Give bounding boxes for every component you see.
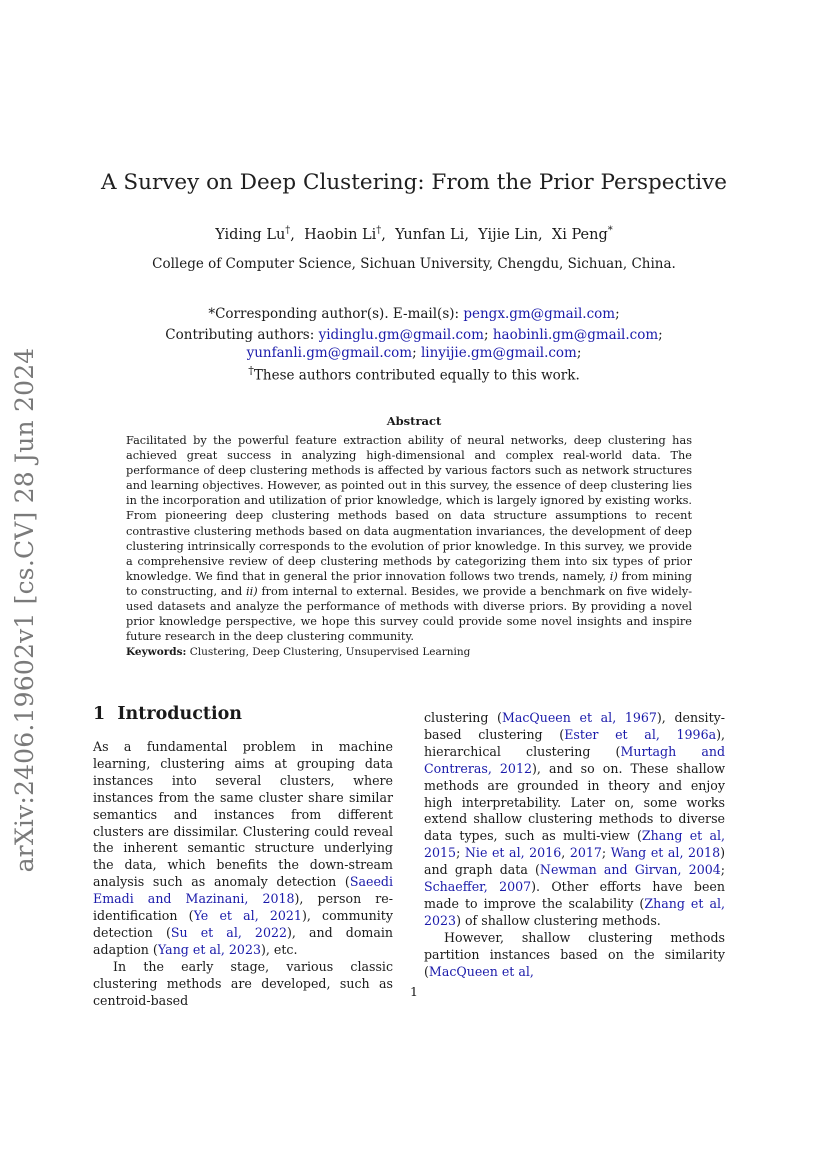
citation-link[interactable]: 2017 — [569, 845, 602, 861]
paragraph — [93, 739, 393, 959]
author-name: Xi Peng — [551, 226, 608, 243]
equal-mark: † — [248, 364, 254, 377]
author-mark: † — [376, 225, 382, 236]
abstract-part: from internal to external. Besides, we provide a benchmark on five widely-used datasets and analyze the performance of methods with diverse priors. By providing a novel prior knowledge perspective, we hope this survey could provide some novel insights and inspire future research in the deep clustering community. — [126, 584, 693, 644]
text-run: ; — [601, 845, 611, 861]
citation-link[interactable]: Newman and Girvan, 2004 — [539, 862, 721, 878]
citation-link[interactable]: Yang et al, 2023 — [157, 941, 261, 957]
keywords-line — [126, 646, 692, 658]
abstract-text — [126, 433, 692, 644]
citation-link[interactable]: Saeedi Emadi and Mazinani, 2018 — [93, 874, 393, 907]
corresponding-label: *Corresponding author(s). E-mail(s): — [208, 306, 460, 322]
email-link[interactable]: yunfanli.gm@gmail.com — [246, 345, 413, 361]
text-run: ), person re-identification ( — [93, 891, 393, 924]
citation-link[interactable]: Schaeffer, 2007 — [424, 879, 532, 895]
arxiv-identifier: arXiv:2406.19602v1 [cs.CV] 28 Jun 2024 — [10, 347, 39, 873]
email-link[interactable]: yidinglu.gm@gmail.com — [318, 327, 484, 343]
contributing-authors-line: yunfanli.gm@gmail.com; linyijie.gm@gmail.com; — [246, 345, 582, 361]
text-run: ), and so on. These shallow methods are grounded in theory and enjoy high interpretability. Later on, some works extend shallow clustering methods to diverse data types, such as multi-view ( — [424, 760, 725, 844]
text-run: In the early stage, various classic clustering methods are developed, such as centroid-based — [93, 958, 393, 1008]
text-run: ) of shallow clustering methods. — [456, 912, 661, 928]
text-run: As a fundamental problem in machine learning, clustering aims at grouping data instances into several clusters, where instances from the same cluster share similar semantics and instances from different clusters are dissimilar. Clustering could reveal the inherent semantic structure underlying the data, which benefits the down-stream analysis such as anomaly detection ( — [93, 739, 393, 890]
author-name: Yijie Lin — [478, 226, 539, 243]
email-link[interactable]: linyijie.gm@gmail.com — [420, 345, 577, 361]
citation-link[interactable]: Su et al, 2022 — [170, 924, 287, 940]
abstract-marker: ii) — [246, 584, 258, 598]
corresponding-author-line: *Corresponding author(s). E-mail(s): pengx.gm@gmail.com; — [208, 306, 620, 322]
abstract-marker: i) — [609, 569, 618, 583]
text-run: ), hierarchical clustering ( — [424, 726, 726, 759]
abstract-heading: Abstract — [386, 414, 442, 428]
author-name: Haobin Li — [304, 226, 377, 243]
left-column — [93, 739, 393, 1010]
author-name: Yunfan Li — [395, 226, 465, 243]
affiliation: College of Computer Science, Sichuan University, Chengdu, Sichuan, China. — [152, 256, 676, 272]
right-column — [424, 710, 725, 981]
text-run: , — [561, 845, 570, 861]
text-run: ; — [720, 862, 725, 878]
abstract-part: from mining to constructing, and — [126, 569, 692, 598]
section-title: Introduction — [117, 704, 243, 724]
citation-link[interactable]: MacQueen et al, — [428, 963, 534, 979]
abstract-part: Facilitated by the powerful feature extraction ability of neural networks, deep clustering has achieved great success in analyzing high-dimensional and complex real-world data. The performance of deep clustering methods is affected by various factors such as network structures and learning objectives. However, as pointed out in this survey, the essence of deep clustering lies in the incorporation and utilization of prior knowledge, which is largely ignored by existing works. From pioneering deep clustering methods based on data structure assumptions to recent contrastive clustering methods based on data augmentation invariances, the development of deep clustering intrinsically corresponds to the evolution of prior knowledge. In this survey, we provide a comprehensive review of deep clustering methods by categorizing them into six types of prior knowledge. We find that in general the prior innovation follows two trends, namely, — [126, 434, 692, 583]
text-run: ), etc. — [260, 941, 298, 957]
contributing-authors-line: Contributing authors: yidinglu.gm@gmail.com; haobinli.gm@gmail.com; — [165, 327, 663, 343]
email-link[interactable]: haobinli.gm@gmail.com — [492, 327, 659, 343]
paragraph — [424, 710, 725, 930]
email-link[interactable]: pengx.gm@gmail.com — [463, 306, 616, 322]
citation-link[interactable]: MacQueen et al, 1967 — [501, 710, 657, 725]
text-run: ). Other efforts have been made to improve the scalability ( — [424, 879, 725, 911]
text-run: clustering ( — [424, 710, 502, 725]
author-mark: * — [607, 225, 613, 236]
text-run: ), community detection ( — [93, 908, 393, 940]
paragraph — [424, 930, 725, 981]
text-run: ; — [456, 845, 465, 861]
equal-note-text: These authors contributed equally to this work. — [253, 367, 580, 384]
citation-link[interactable]: Ester et al, 1996a — [564, 726, 717, 742]
citation-link[interactable]: Zhang et al, 2023 — [424, 895, 726, 928]
text-run: However, shallow clustering methods partition instances based on the similarity ( — [424, 929, 725, 979]
keywords-label: Keywords: — [126, 646, 187, 658]
text-run: ), and domain adaption ( — [93, 924, 393, 957]
page-number: 1 — [410, 984, 418, 999]
citation-link[interactable]: Nie et al, 2016 — [464, 845, 562, 861]
citation-link[interactable]: Murtagh and Contreras, 2012 — [424, 743, 726, 776]
equal-contribution-note — [0, 364, 828, 384]
citation-link[interactable]: Ye et al, 2021 — [193, 908, 302, 924]
text-run: ), density-based clustering ( — [424, 710, 725, 742]
contributing-label: Contributing authors: — [165, 327, 315, 343]
author-mark: † — [285, 225, 291, 236]
citation-link[interactable]: Wang et al, 2018 — [610, 845, 721, 861]
keywords-text: Clustering, Deep Clustering, Unsupervised Learning — [189, 646, 471, 658]
section-heading — [93, 704, 242, 724]
citation-link[interactable]: Zhang et al, 2015 — [424, 828, 725, 861]
author-list: Yiding Lu†, Haobin Li†, Yunfan Li, Yijie Lin, Xi Peng* — [215, 225, 613, 243]
paper-title: A Survey on Deep Clustering: From the Prior Perspective — [101, 170, 727, 195]
section-number: 1 — [93, 704, 106, 724]
text-run: ) and graph data ( — [424, 845, 726, 878]
author-name: Yiding Lu — [215, 226, 286, 243]
